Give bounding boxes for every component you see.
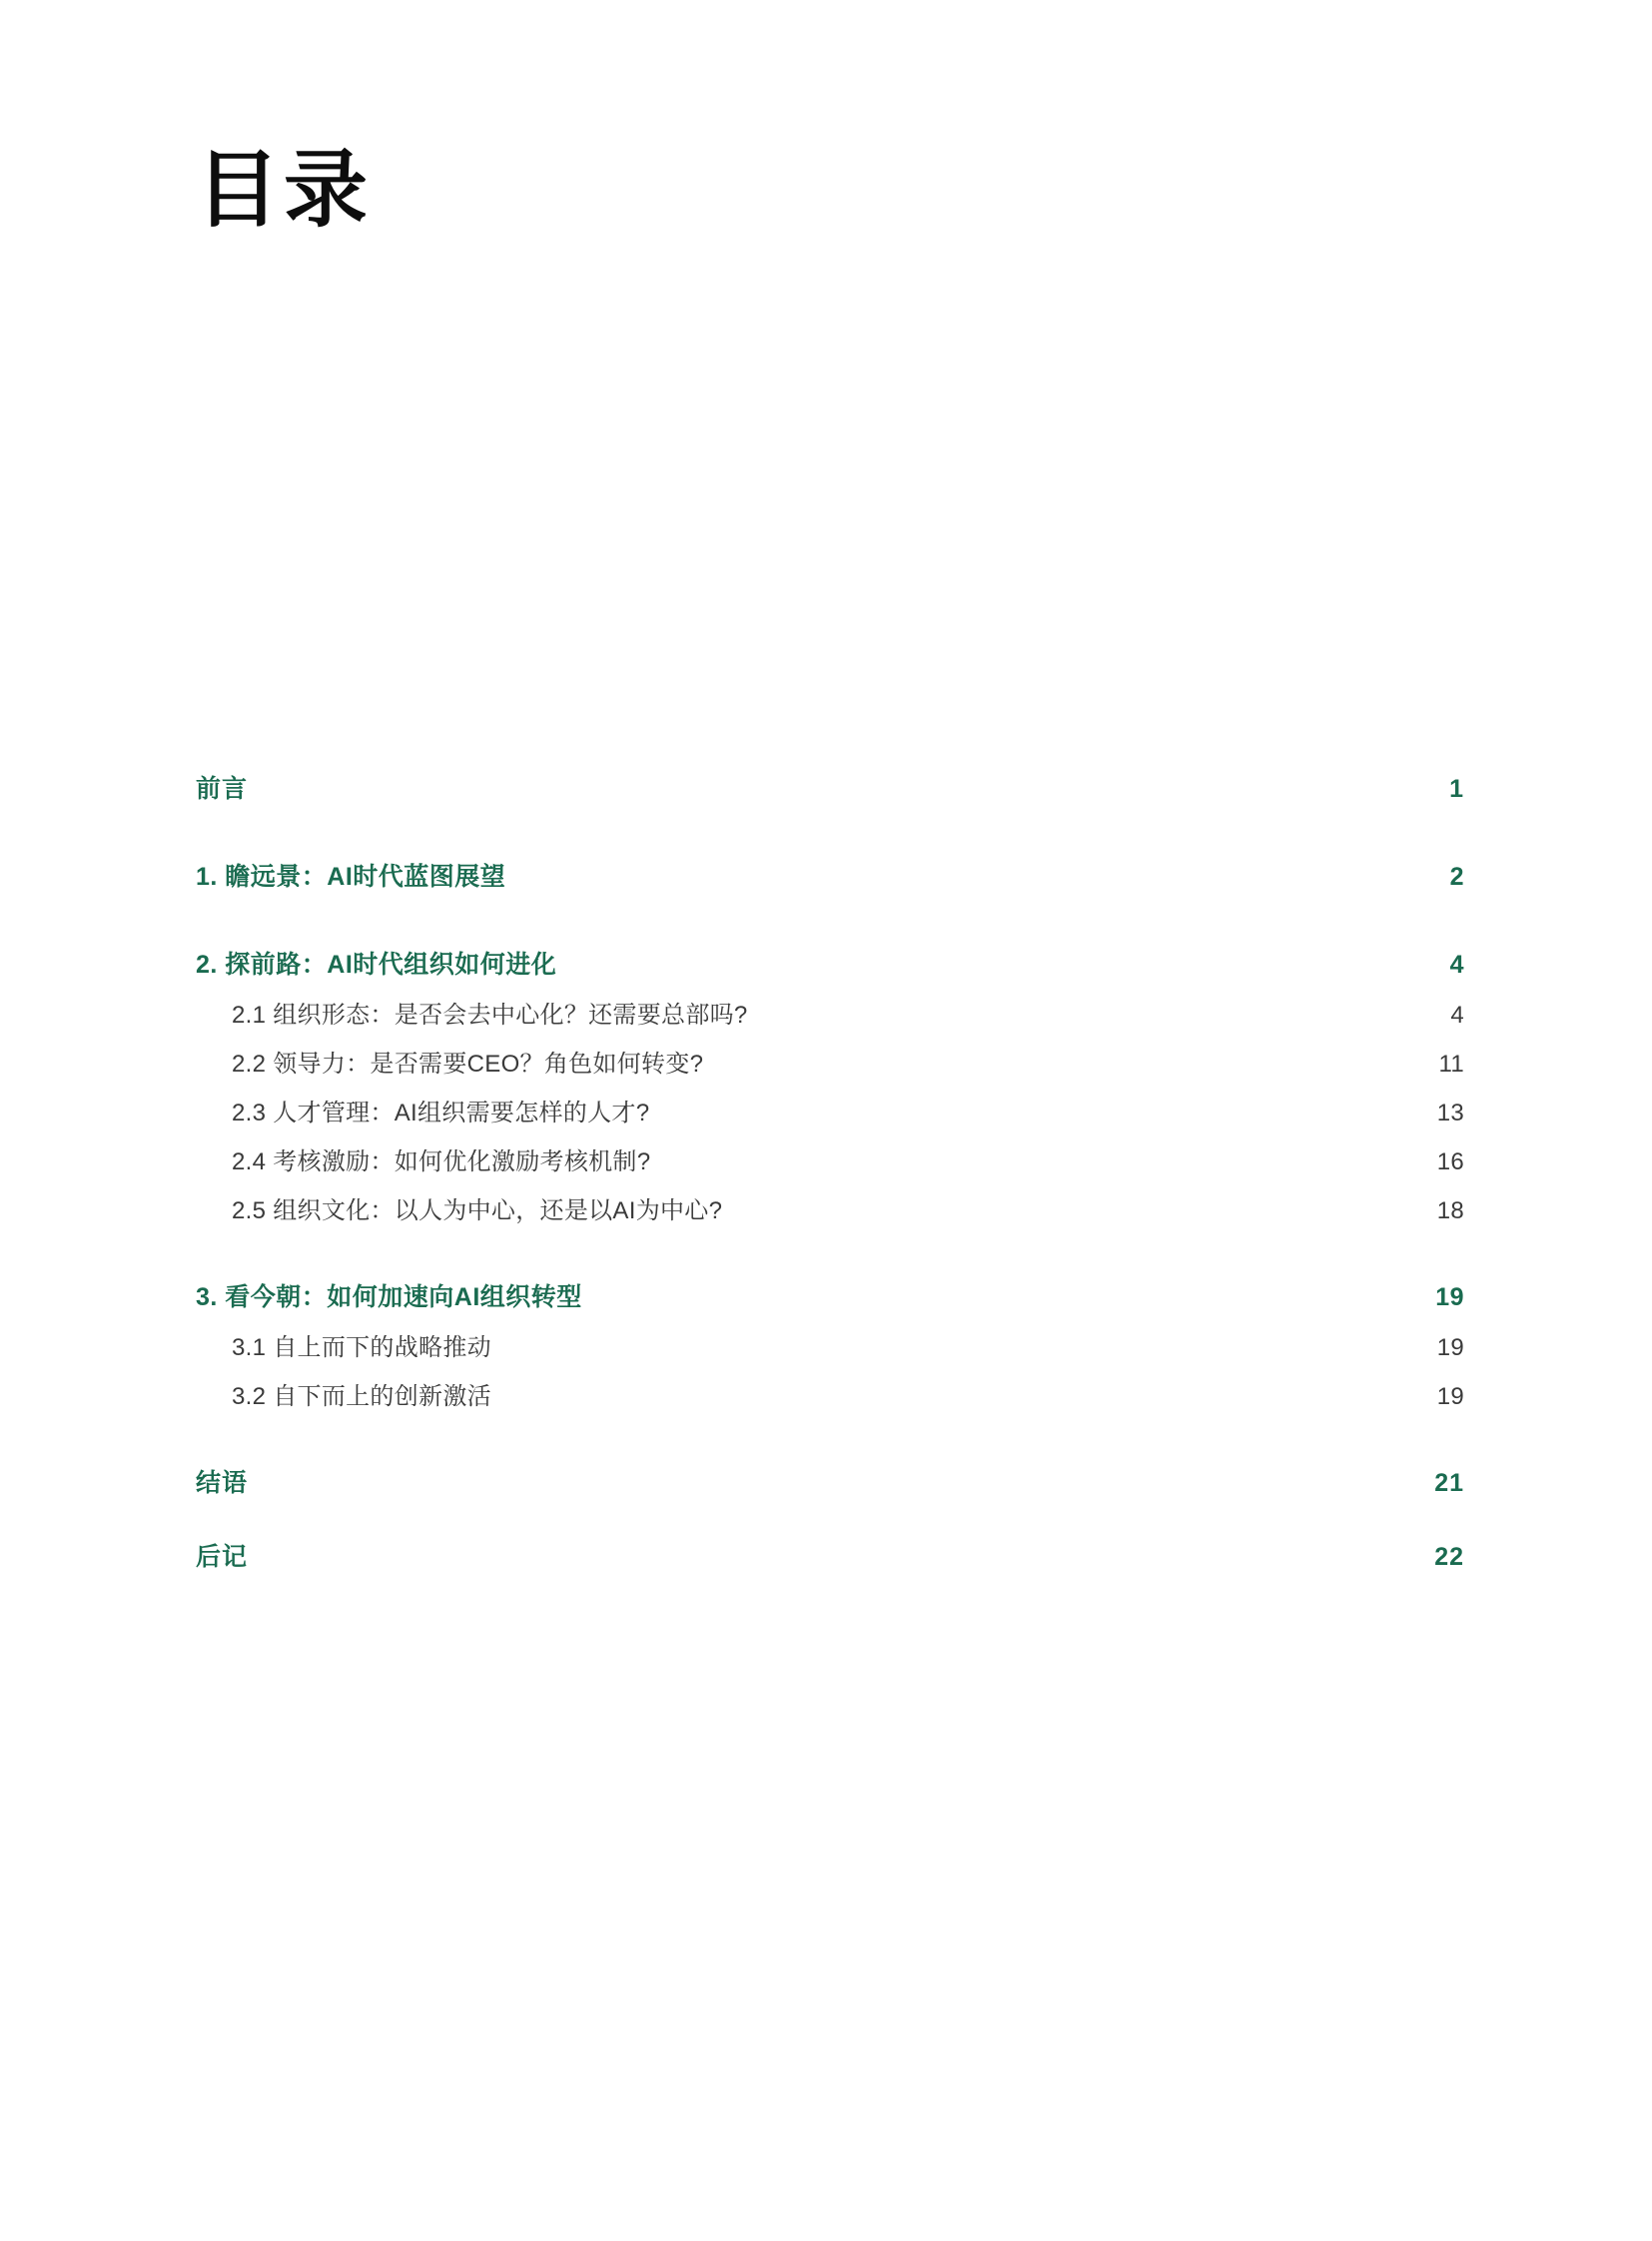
toc-entry-page: 1 [1449, 775, 1464, 803]
toc-entry-section-2-1[interactable] [196, 995, 1464, 1030]
toc-entry-preface[interactable] [196, 769, 1464, 805]
toc-entry-label: 结语 [196, 1469, 249, 1497]
toc-entry-label: 2.4 考核激励：如何优化激励考核机制? [232, 1148, 651, 1175]
toc-entry-label: 1. 瞻远景：AI时代蓝图展望 [196, 863, 506, 891]
spacer [196, 1499, 1464, 1537]
toc-entry-page: 19 [1435, 1283, 1464, 1311]
toc-entry-section-3-1[interactable] [196, 1327, 1464, 1362]
toc-entry-page: 19 [1436, 1334, 1464, 1361]
toc-entry-label: 后记 [196, 1543, 249, 1571]
toc-entry-page: 11 [1438, 1051, 1464, 1078]
table-of-contents [196, 769, 1464, 1573]
toc-entry-section-2-2[interactable] [196, 1044, 1464, 1079]
toc-entry-section-2-3[interactable] [196, 1093, 1464, 1127]
toc-entry-page: 13 [1436, 1100, 1464, 1126]
toc-entry-chapter-3[interactable] [196, 1277, 1464, 1313]
toc-entry-label: 3.2 自下而上的创新激活 [232, 1383, 491, 1410]
toc-entry-page: 2 [1449, 863, 1464, 891]
toc-entry-page: 21 [1434, 1469, 1464, 1497]
toc-entry-section-2-5[interactable] [196, 1190, 1464, 1225]
toc-entry-label: 2. 探前路：AI时代组织如何进化 [196, 951, 557, 979]
toc-entry-section-2-4[interactable] [196, 1141, 1464, 1176]
spacer [196, 1225, 1464, 1277]
toc-entry-label: 3.1 自上而下的战略推动 [232, 1334, 491, 1361]
spacer [196, 805, 1464, 857]
toc-entry-page: 4 [1449, 951, 1464, 979]
toc-entry-label: 2.3 人才管理：AI组织需要怎样的人才? [232, 1100, 650, 1126]
toc-entry-page: 4 [1450, 1002, 1464, 1029]
toc-entry-label: 2.2 领导力：是否需要CEO？角色如何转变? [232, 1051, 704, 1078]
toc-entry-chapter-2[interactable] [196, 945, 1464, 981]
toc-entry-page: 19 [1436, 1383, 1464, 1410]
toc-entry-page: 18 [1436, 1197, 1464, 1224]
page-title: 目录 [196, 145, 373, 238]
toc-entry-page: 22 [1434, 1543, 1464, 1571]
toc-entry-page: 16 [1436, 1148, 1464, 1175]
toc-entry-label: 2.1 组织形态：是否会去中心化？还需要总部吗? [232, 1002, 748, 1029]
toc-entry-label: 2.5 组织文化：以人为中心，还是以AI为中心? [232, 1197, 723, 1224]
toc-entry-label: 3. 看今朝：如何加速向AI组织转型 [196, 1283, 582, 1311]
toc-entry-section-3-2[interactable] [196, 1376, 1464, 1411]
toc-entry-conclusion[interactable] [196, 1463, 1464, 1499]
toc-entry-chapter-1[interactable] [196, 857, 1464, 893]
toc-entry-afterword[interactable] [196, 1537, 1464, 1573]
spacer [196, 893, 1464, 945]
spacer [196, 1411, 1464, 1463]
toc-entry-label: 前言 [196, 775, 249, 803]
